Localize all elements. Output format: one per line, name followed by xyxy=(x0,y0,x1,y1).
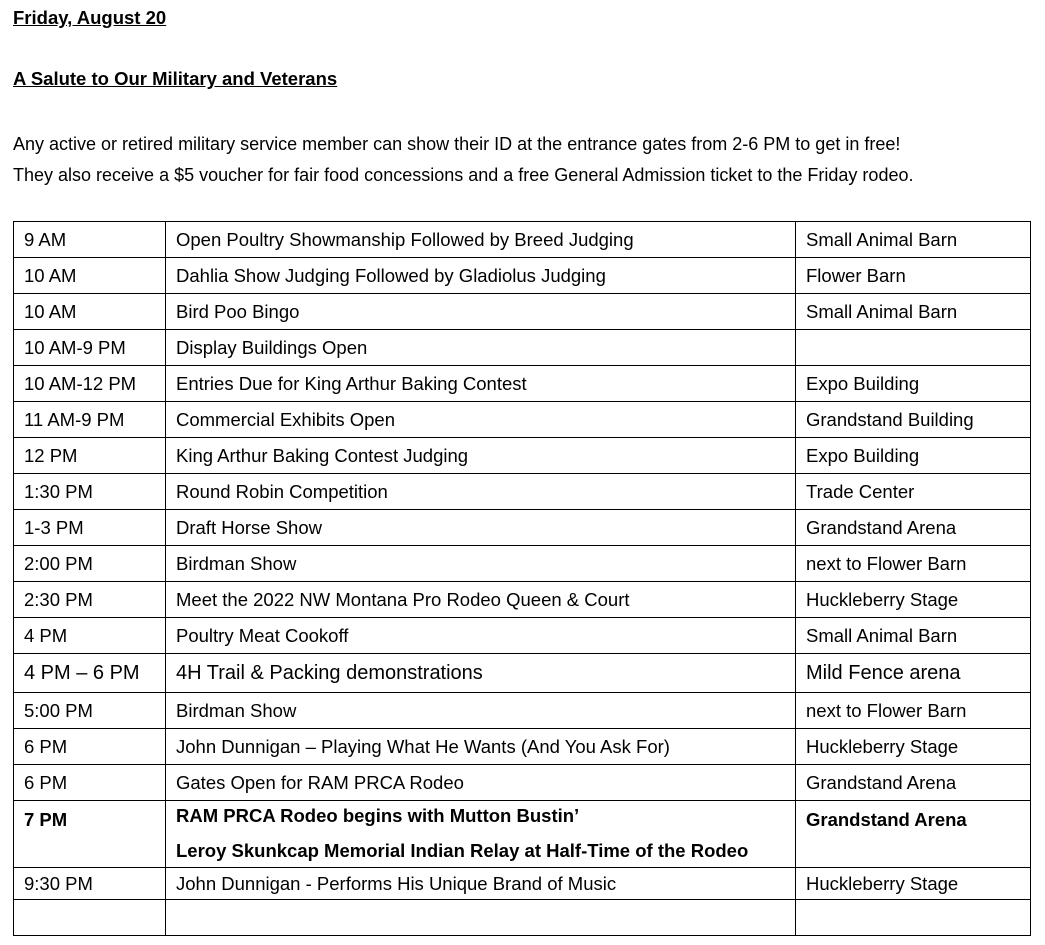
location-cell: Grandstand Arena xyxy=(796,510,1031,546)
event-cell: Gates Open for RAM PRCA Rodeo xyxy=(166,765,796,801)
event-cell: Entries Due for King Arthur Baking Contest xyxy=(166,366,796,402)
table-row xyxy=(14,366,1031,402)
location-cell: Flower Barn xyxy=(796,258,1031,294)
time-cell: 4 PM xyxy=(14,618,166,654)
schedule-table xyxy=(13,221,1031,936)
location-cell: next to Flower Barn xyxy=(796,693,1031,729)
table-row xyxy=(14,582,1031,618)
table-row xyxy=(14,294,1031,330)
event-cell: John Dunnigan – Playing What He Wants (And You Ask For) xyxy=(166,729,796,765)
time-cell: 12 PM xyxy=(14,438,166,474)
event-cell: 4H Trail & Packing demonstrations xyxy=(166,654,796,693)
page-title: A Salute to Our Military and Veterans xyxy=(13,68,338,89)
intro-line: They also receive a $5 voucher for fair food concessions and a free General Admission ticket to the Friday rodeo. xyxy=(13,165,914,185)
table-row xyxy=(14,474,1031,510)
table-row xyxy=(14,330,1031,366)
event-cell: Dahlia Show Judging Followed by Gladiolus Judging xyxy=(166,258,796,294)
time-cell xyxy=(14,900,166,936)
time-cell: 1-3 PM xyxy=(14,510,166,546)
event-cell: John Dunnigan - Performs His Unique Brand of Music xyxy=(166,868,796,900)
location-cell: Small Animal Barn xyxy=(796,222,1031,258)
page-date-heading: Friday, August 20 xyxy=(13,7,167,28)
table-row xyxy=(14,258,1031,294)
location-cell: Small Animal Barn xyxy=(796,618,1031,654)
location-cell: Expo Building xyxy=(796,366,1031,402)
time-cell: 10 AM-9 PM xyxy=(14,330,166,366)
table-row xyxy=(14,900,1031,936)
event-cell: King Arthur Baking Contest Judging xyxy=(166,438,796,474)
location-cell: Grandstand Arena xyxy=(796,801,1031,868)
time-cell: 7 PM xyxy=(14,801,166,868)
time-cell: 1:30 PM xyxy=(14,474,166,510)
event-cell: Meet the 2022 NW Montana Pro Rodeo Queen & Court xyxy=(166,582,796,618)
event-cell: Open Poultry Showmanship Followed by Breed Judging xyxy=(166,222,796,258)
location-cell: Mild Fence arena xyxy=(796,654,1031,693)
table-row xyxy=(14,402,1031,438)
table-row xyxy=(14,510,1031,546)
location-cell xyxy=(796,900,1031,936)
time-cell: 2:30 PM xyxy=(14,582,166,618)
location-cell: Huckleberry Stage xyxy=(796,729,1031,765)
table-row xyxy=(14,765,1031,801)
location-cell: next to Flower Barn xyxy=(796,546,1031,582)
event-cell: Birdman Show xyxy=(166,546,796,582)
intro-line: Any active or retired military service member can show their ID at the entrance gates from 2-6 PM to get in free! xyxy=(13,134,901,154)
time-cell: 2:00 PM xyxy=(14,546,166,582)
time-cell: 5:00 PM xyxy=(14,693,166,729)
table-row xyxy=(14,438,1031,474)
table-row xyxy=(14,693,1031,729)
location-cell: Huckleberry Stage xyxy=(796,868,1031,900)
time-cell: 9 AM xyxy=(14,222,166,258)
location-cell: Expo Building xyxy=(796,438,1031,474)
time-cell: 10 AM xyxy=(14,294,166,330)
event-line: RAM PRCA Rodeo begins with Mutton Bustin’ xyxy=(176,805,580,826)
event-cell: Draft Horse Show xyxy=(166,510,796,546)
intro-paragraph xyxy=(13,129,913,191)
location-cell: Huckleberry Stage xyxy=(796,582,1031,618)
time-cell: 6 PM xyxy=(14,729,166,765)
table-row xyxy=(14,868,1031,900)
event-cell: Commercial Exhibits Open xyxy=(166,402,796,438)
location-cell xyxy=(796,330,1031,366)
table-row xyxy=(14,729,1031,765)
time-cell: 10 AM-12 PM xyxy=(14,366,166,402)
table-row xyxy=(14,618,1031,654)
location-cell: Grandstand Arena xyxy=(796,765,1031,801)
time-cell: 10 AM xyxy=(14,258,166,294)
table-row xyxy=(14,546,1031,582)
time-cell: 6 PM xyxy=(14,765,166,801)
location-cell: Small Animal Barn xyxy=(796,294,1031,330)
time-cell: 11 AM-9 PM xyxy=(14,402,166,438)
time-cell: 9:30 PM xyxy=(14,868,166,900)
table-row xyxy=(14,222,1031,258)
table-row xyxy=(14,801,1031,868)
event-cell: Poultry Meat Cookoff xyxy=(166,618,796,654)
location-cell: Grandstand Building xyxy=(796,402,1031,438)
event-cell xyxy=(166,801,796,868)
event-cell xyxy=(166,900,796,936)
location-cell: Trade Center xyxy=(796,474,1031,510)
event-cell: Display Buildings Open xyxy=(166,330,796,366)
time-cell: 4 PM – 6 PM xyxy=(14,654,166,693)
event-cell: Round Robin Competition xyxy=(166,474,796,510)
table-row xyxy=(14,654,1031,693)
event-cell: Birdman Show xyxy=(166,693,796,729)
event-cell: Bird Poo Bingo xyxy=(166,294,796,330)
event-line: Leroy Skunkcap Memorial Indian Relay at Half-Time of the Rodeo xyxy=(176,840,749,861)
